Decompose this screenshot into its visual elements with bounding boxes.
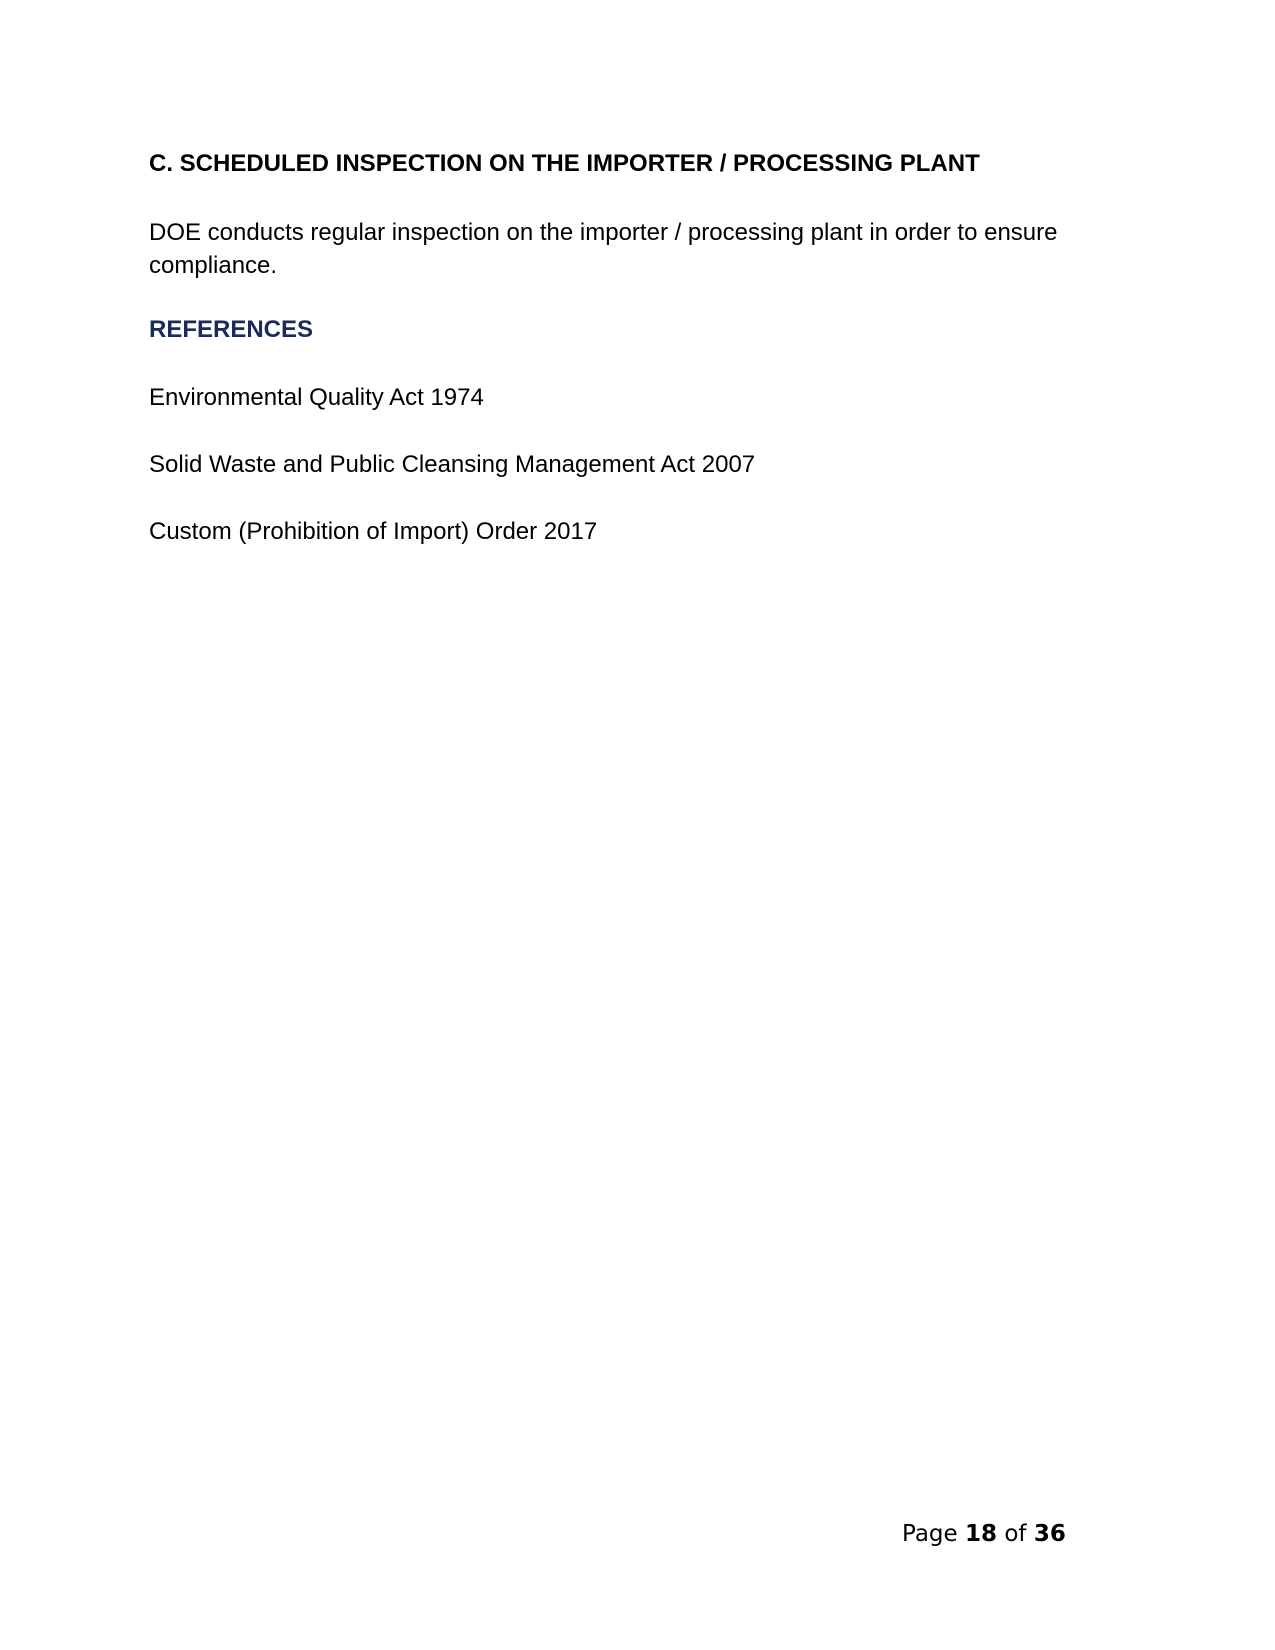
page-number-footer (902, 1519, 1066, 1549)
section-heading: C. SCHEDULED INSPECTION ON THE IMPORTER / PROCESSING PLANT (149, 150, 980, 177)
reference-item: Custom (Prohibition of Import) Order 2017 (149, 518, 598, 545)
reference-item: Environmental Quality Act 1974 (149, 384, 484, 411)
current-page-number: 18 (965, 1521, 998, 1547)
references-heading: REFERENCES (149, 316, 314, 343)
references-list (149, 381, 755, 582)
page-label: Page (902, 1521, 958, 1547)
body-paragraph: DOE conducts regular inspection on the importer / processing plant in order to ensure compliance. (149, 219, 1058, 279)
reference-item: Solid Waste and Public Cleansing Management Act 2007 (149, 451, 756, 478)
of-label: of (1004, 1521, 1027, 1547)
total-pages-number: 36 (1033, 1521, 1066, 1547)
